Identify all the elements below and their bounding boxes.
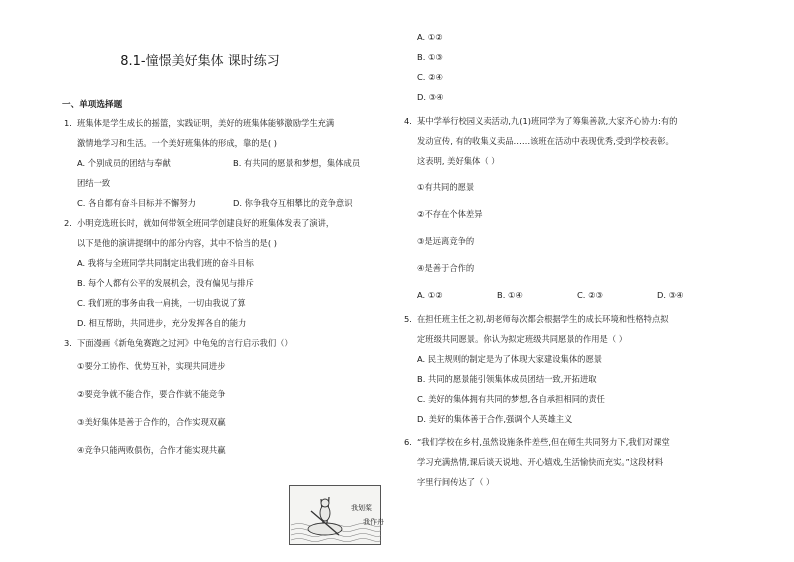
option-c: C. 我们班的事务由我一肩挑，一切由我说了算 — [77, 298, 246, 308]
question-stem: 激情地学习和生活。一个美好班集体的形成，靠的是( ) — [77, 138, 277, 148]
question-stem: 发动宣传, 有的收集义卖品……该班在活动中表现优秀,受到学校表彰。 — [417, 136, 674, 146]
option-d: D. ③④ — [417, 92, 444, 102]
page-title: 8.1-憧憬美好集体 课时练习 — [120, 54, 280, 69]
question-stem: 这表明, 美好集体（ ） — [417, 156, 500, 166]
option-a: A. 个别成员的团结与奉献 — [77, 158, 171, 168]
statement-1: ①有共同的愿景 — [417, 182, 475, 192]
option-c: C. 美好的集体拥有共同的梦想,各自承担相同的责任 — [417, 394, 605, 404]
option-a: A. 我将与全班同学共同制定出我们班的奋斗目标 — [77, 258, 254, 268]
option-c: C. ②④ — [417, 72, 443, 82]
statement-2: ②不存在个体差异 — [417, 209, 483, 219]
question-stem: 学习充满热情,课后谈天说地、开心嬉戏,生活愉快而充实。”这段材料 — [417, 457, 664, 467]
question-number: 3. — [64, 338, 72, 348]
left-column — [64, 116, 389, 457]
option-a: A. 民主规则的制定是为了体现大家建设集体的愿景 — [417, 354, 603, 364]
option-d: D. 相互帮助，共同进步，充分发挥各自的能力 — [77, 318, 247, 328]
question-stem: 下面漫画《新龟兔赛跑之过河》中龟兔的言行启示我们（） — [77, 338, 293, 348]
option-d: D. ③④ — [657, 290, 684, 300]
option-b: B. 有共同的愿景和梦想，集体成员 — [233, 158, 361, 168]
question-stem: 以下是他的演讲提纲中的部分内容，其中不恰当的是( ) — [77, 238, 277, 248]
question-number: 6. — [404, 437, 412, 447]
question-number: 1. — [64, 118, 72, 128]
statement-4: ④是善于合作的 — [417, 263, 475, 273]
option-d: D. 你争我夺互相攀比的竞争意识 — [233, 198, 353, 208]
statement-4: ④竞争只能两败俱伤，合作才能实现共赢 — [77, 445, 226, 455]
statement-3: ③是远离竞争的 — [417, 236, 475, 246]
right-column — [404, 30, 744, 489]
statement-3: ③美好集体是善于合作的，合作实现双赢 — [77, 417, 226, 427]
question-number: 2. — [64, 218, 72, 228]
question-stem: 班集体是学生成长的摇篮，实践证明，美好的班集体能够激励学生充满 — [77, 118, 335, 128]
question-3 — [64, 336, 389, 457]
question-stem: 小明竞选班长时，就如何带领全班同学创建良好的班集体发表了演讲， — [77, 218, 335, 228]
cartoon-caption-1: 我划桨 — [351, 504, 372, 512]
question-3-options — [404, 30, 744, 104]
statement-1: ①要分工协作、优势互补，实现共同进步 — [77, 361, 226, 371]
question-number: 4. — [404, 116, 412, 126]
question-4 — [404, 114, 744, 302]
option-d: D. 美好的集体善于合作,强调个人英雄主义 — [417, 414, 573, 424]
option-b: B. 共同的愿景能引领集体成员团结一致,开拓进取 — [417, 374, 597, 384]
option-b: B. ①④ — [497, 290, 523, 300]
question-stem: 字里行间传达了（ ） — [417, 477, 495, 487]
option-a: A. ①② — [417, 32, 443, 42]
option-c: C. 各自都有奋斗目标并不懈努力 — [77, 198, 196, 208]
question-stem: 定班级共同愿景。你认为拟定班级共同愿景的作用是（ ） — [417, 334, 628, 344]
section-heading: 一、单项选择题 — [62, 100, 123, 110]
question-6 — [404, 435, 744, 489]
option-c: C. ②③ — [577, 290, 603, 300]
question-stem: “我们学校在乡村,虽然设施条件差些,但在师生共同努力下,我们对课堂 — [417, 437, 670, 447]
question-stem: 在担任班主任之初,胡老师每次都会根据学生的成长环境和性格特点拟 — [417, 314, 669, 324]
question-5 — [404, 312, 744, 426]
question-1 — [64, 116, 389, 210]
question-2 — [64, 216, 389, 330]
statement-2: ②要竞争就不能合作，要合作就不能竞争 — [77, 389, 226, 399]
option-b: B. ①③ — [417, 52, 443, 62]
question-number: 5. — [404, 314, 412, 324]
option-a: A. ①② — [417, 290, 443, 300]
option-b: B. 每个人都有公平的发展机会，没有偏见与排斥 — [77, 278, 254, 288]
option-b-cont: 团结一致 — [77, 178, 111, 188]
cartoon-caption-2: 我作舟 — [363, 518, 384, 526]
question-stem: 某中学举行校园义卖活动,九(1)班同学为了筹集善款,大家齐心协力:有的 — [417, 116, 678, 126]
cartoon-illustration — [289, 485, 384, 545]
